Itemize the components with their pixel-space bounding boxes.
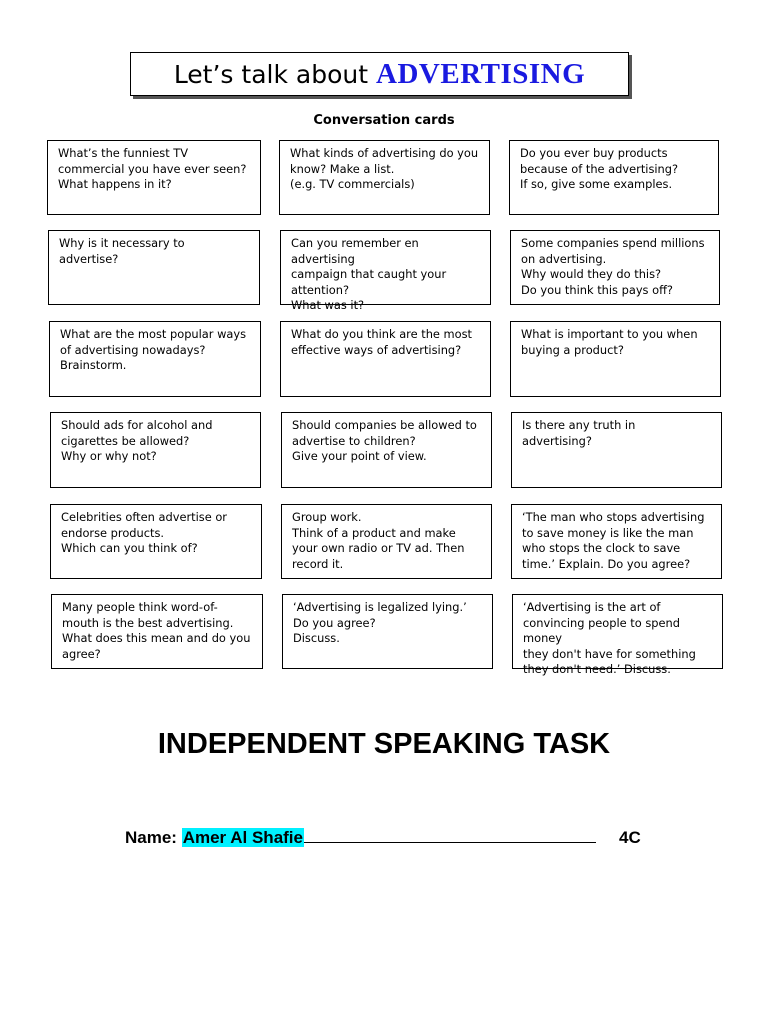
card-line: campaign that caught your	[291, 267, 447, 282]
card-line: Can you remember en advertising	[291, 236, 419, 266]
card-line: What happens in it?	[58, 177, 172, 192]
conversation-card	[48, 230, 260, 305]
class-code: 4C	[619, 828, 641, 847]
conversation-card	[509, 140, 719, 215]
card-line: ‘Advertising is legalized lying.’	[293, 600, 467, 614]
card-line: What kinds of advertising do you	[290, 146, 479, 160]
conversation-card	[47, 140, 261, 215]
conversation-card	[51, 594, 263, 669]
card-line: on advertising.	[521, 251, 607, 266]
card-line: Do you ever buy products	[520, 146, 668, 160]
conversation-card	[280, 230, 491, 313]
conversation-card	[511, 412, 722, 488]
card-line: advertise to children?	[292, 433, 416, 448]
conversation-card	[511, 504, 722, 579]
card-line: your own radio or TV ad. Then	[292, 541, 465, 556]
card-line: effective ways of advertising?	[291, 342, 462, 357]
card-line: record it.	[292, 556, 344, 571]
card-line: mouth is the best advertising.	[62, 615, 234, 630]
card-line: Why would they do this?	[521, 267, 662, 282]
card-line: Should ads for alcohol and	[61, 418, 213, 432]
card-line: know? Make a list.	[290, 161, 395, 176]
card-line: Do you agree?	[293, 615, 376, 630]
title-plain: Let’s talk about	[173, 59, 369, 89]
card-line: Should companies be allowed to	[292, 418, 477, 432]
card-line: Why is it necessary to	[59, 236, 185, 250]
card-line: agree?	[62, 646, 101, 661]
card-line: they don't need.’ Discuss.	[523, 662, 671, 677]
task-heading: INDEPENDENT SPEAKING TASK	[157, 728, 611, 760]
conversation-card	[49, 321, 261, 397]
card-line: Think of a product and make	[292, 525, 456, 540]
card-line: time.’ Explain. Do you agree?	[522, 556, 691, 571]
name-underline	[304, 828, 596, 843]
card-line: endorse products.	[61, 525, 165, 540]
card-line: Which can you think of?	[61, 541, 198, 556]
title-accent: ADVERTISING	[376, 57, 586, 90]
conversation-card	[50, 412, 261, 488]
card-line: attention?	[291, 282, 350, 297]
card-line: What does this mean and do you	[62, 631, 251, 646]
card-line: What is important to you when	[521, 327, 698, 341]
card-line: commercial you have ever seen?	[58, 161, 247, 176]
conversation-card	[280, 321, 491, 397]
card-line: Is there any truth in	[522, 418, 636, 432]
card-line: (e.g. TV commercials)	[290, 177, 415, 192]
card-line: Why or why not?	[61, 449, 157, 464]
card-line: ‘Advertising is the art of	[523, 600, 661, 614]
card-line: If so, give some examples.	[520, 177, 673, 192]
card-line: they don't have for something	[523, 646, 696, 661]
conversation-card	[282, 594, 493, 669]
card-line: advertise?	[59, 251, 119, 266]
conversation-card	[281, 504, 492, 579]
card-line: convincing people to spend money	[523, 615, 680, 646]
conversation-card	[281, 412, 492, 488]
subtitle: Conversation cards	[313, 113, 455, 128]
card-line: What’s the funniest TV	[58, 146, 189, 160]
title-box	[130, 52, 629, 96]
card-line: who stops the clock to save	[522, 541, 681, 556]
card-line: Discuss.	[293, 631, 340, 646]
card-line: advertising?	[522, 433, 592, 448]
conversation-card	[50, 504, 262, 579]
card-line: Celebrities often advertise or	[61, 510, 227, 524]
card-line: What do you think are the most	[291, 327, 473, 341]
card-line: What was it?	[291, 298, 365, 313]
conversation-card	[510, 321, 721, 397]
card-line: of advertising nowadays?	[60, 342, 206, 357]
card-line: Do you think this pays off?	[521, 282, 673, 297]
name-value: Amer Al Shafie	[182, 828, 303, 847]
card-line: What are the most popular ways	[60, 327, 247, 341]
conversation-card	[279, 140, 490, 215]
card-line: Give your point of view.	[292, 449, 427, 464]
name-label: Name:	[125, 828, 182, 847]
conversation-card	[510, 230, 720, 305]
card-line: to save money is like the man	[522, 525, 694, 540]
card-line: because of the advertising?	[520, 161, 679, 176]
card-line: ‘The man who stops advertising	[522, 510, 705, 524]
card-line: cigarettes be allowed?	[61, 433, 190, 448]
card-line: buying a product?	[521, 342, 624, 357]
card-line: Some companies spend millions	[521, 236, 705, 250]
card-line: Many people think word-of-	[62, 600, 218, 614]
conversation-card	[512, 594, 723, 677]
card-line: Group work.	[292, 510, 362, 524]
name-line	[125, 828, 596, 848]
card-line: Brainstorm.	[60, 358, 127, 373]
